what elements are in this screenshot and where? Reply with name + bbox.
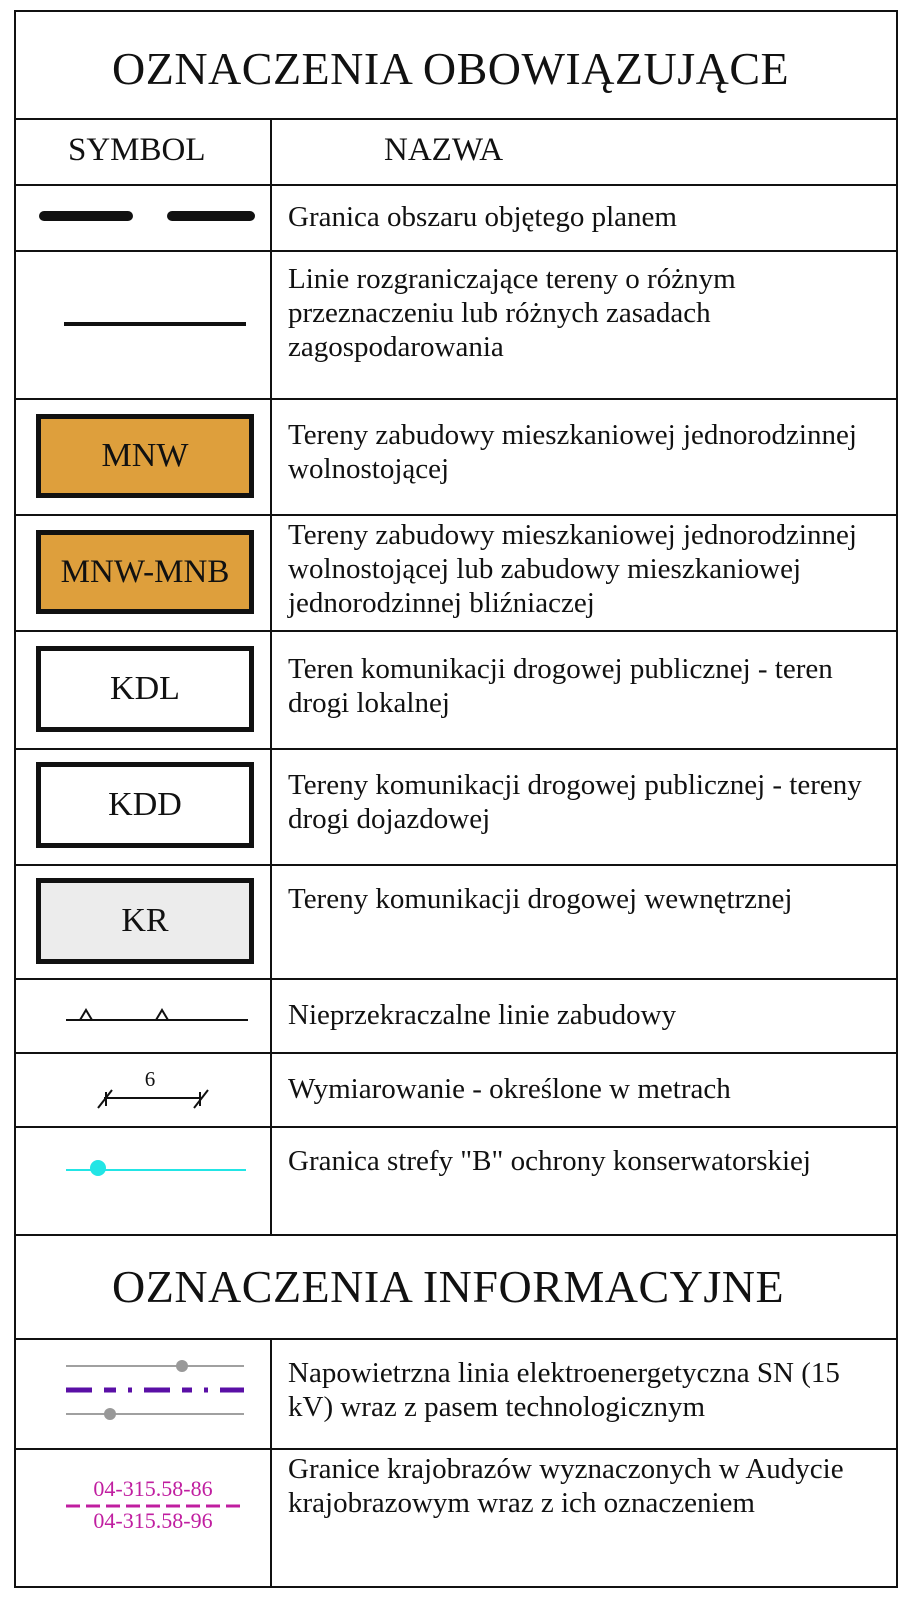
divider <box>16 1448 896 1450</box>
row-name: Napowietrzna linia elektroenergetyczna SN (15 kV) wraz z pasem technologicznym <box>288 1357 840 1423</box>
landscape-boundary-symbol <box>36 1466 258 1556</box>
zone-symbol-kdd <box>36 762 254 848</box>
zone-code: MNW <box>101 437 189 474</box>
divider <box>16 1234 896 1236</box>
row-name: Granice krajobrazów wyznaczonych w Audycie krajobrazowym wraz z ich oznaczeniem <box>288 1453 844 1519</box>
zone-code: KR <box>121 902 169 939</box>
plan-boundary-symbol <box>36 202 258 230</box>
row-name: Tereny komunikacji drogowej wewnętrznej <box>288 883 793 915</box>
row-name: Linie rozgraniczające tereny o różnym przeznaczeniu lub różnych zasadach zagospodarowania <box>288 263 736 363</box>
zone-symbol-kdl <box>36 646 254 732</box>
symbol-column-header: SYMBOL <box>68 132 206 168</box>
zone-code: KDL <box>110 670 180 707</box>
row-name: Nieprzekraczalne linie zabudowy <box>288 999 677 1031</box>
divider <box>16 118 896 120</box>
divider <box>16 1338 896 1340</box>
name-column-header: NAZWA <box>384 132 504 168</box>
dimension-value: 6 <box>144 1067 156 1091</box>
row-name: Wymiarowanie - określone w metrach <box>288 1073 731 1105</box>
divider <box>16 250 896 252</box>
divider <box>16 184 896 186</box>
informational-section-title: OZNACZENIA INFORMACYJNE <box>112 1261 785 1312</box>
powerline-symbol <box>36 1352 258 1428</box>
divider <box>16 1126 896 1128</box>
column-divider <box>270 1338 272 1588</box>
zone-symbol-mnw-mnb <box>36 530 254 614</box>
column-divider <box>270 118 272 1234</box>
boundary-line-symbol <box>36 318 258 330</box>
row-name: Tereny komunikacji drogowej publicznej - tereny drogi dojazdowej <box>288 769 862 835</box>
divider <box>16 1052 896 1054</box>
row-name: Tereny zabudowy mieszkaniowej jednorodzinnej wolnostojącej <box>288 419 857 485</box>
divider <box>16 864 896 866</box>
divider <box>16 398 896 400</box>
zone-code: KDD <box>108 786 182 823</box>
obligatory-section-title: OZNACZENIA OBOWIĄZUJĄCE <box>112 43 790 94</box>
divider <box>16 514 896 516</box>
legend-table <box>14 10 898 1588</box>
zone-symbol-kr <box>36 878 254 964</box>
divider <box>16 978 896 980</box>
zone-code: MNW-MNB <box>60 553 230 590</box>
row-name: Teren komunikacji drogowej publicznej - teren drogi lokalnej <box>288 653 833 719</box>
heritage-zone-symbol <box>36 1156 258 1180</box>
landscape-code-top: 04-315.58-86 <box>93 1476 213 1501</box>
building-line-symbol <box>36 998 258 1028</box>
divider <box>16 748 896 750</box>
row-name: Granica obszaru objętego planem <box>288 201 677 233</box>
dimension-symbol <box>36 1062 258 1114</box>
row-name: Granica strefy "B" ochrony konserwatorskiej <box>288 1145 811 1177</box>
row-name: Tereny zabudowy mieszkaniowej jednorodzinnej wolnostojącej lub zabudowy mieszkaniowej jednorodzinnej bliźniaczej <box>288 519 857 619</box>
divider <box>16 630 896 632</box>
zone-symbol-mnw <box>36 414 254 498</box>
landscape-code-bottom: 04-315.58-96 <box>93 1508 213 1533</box>
